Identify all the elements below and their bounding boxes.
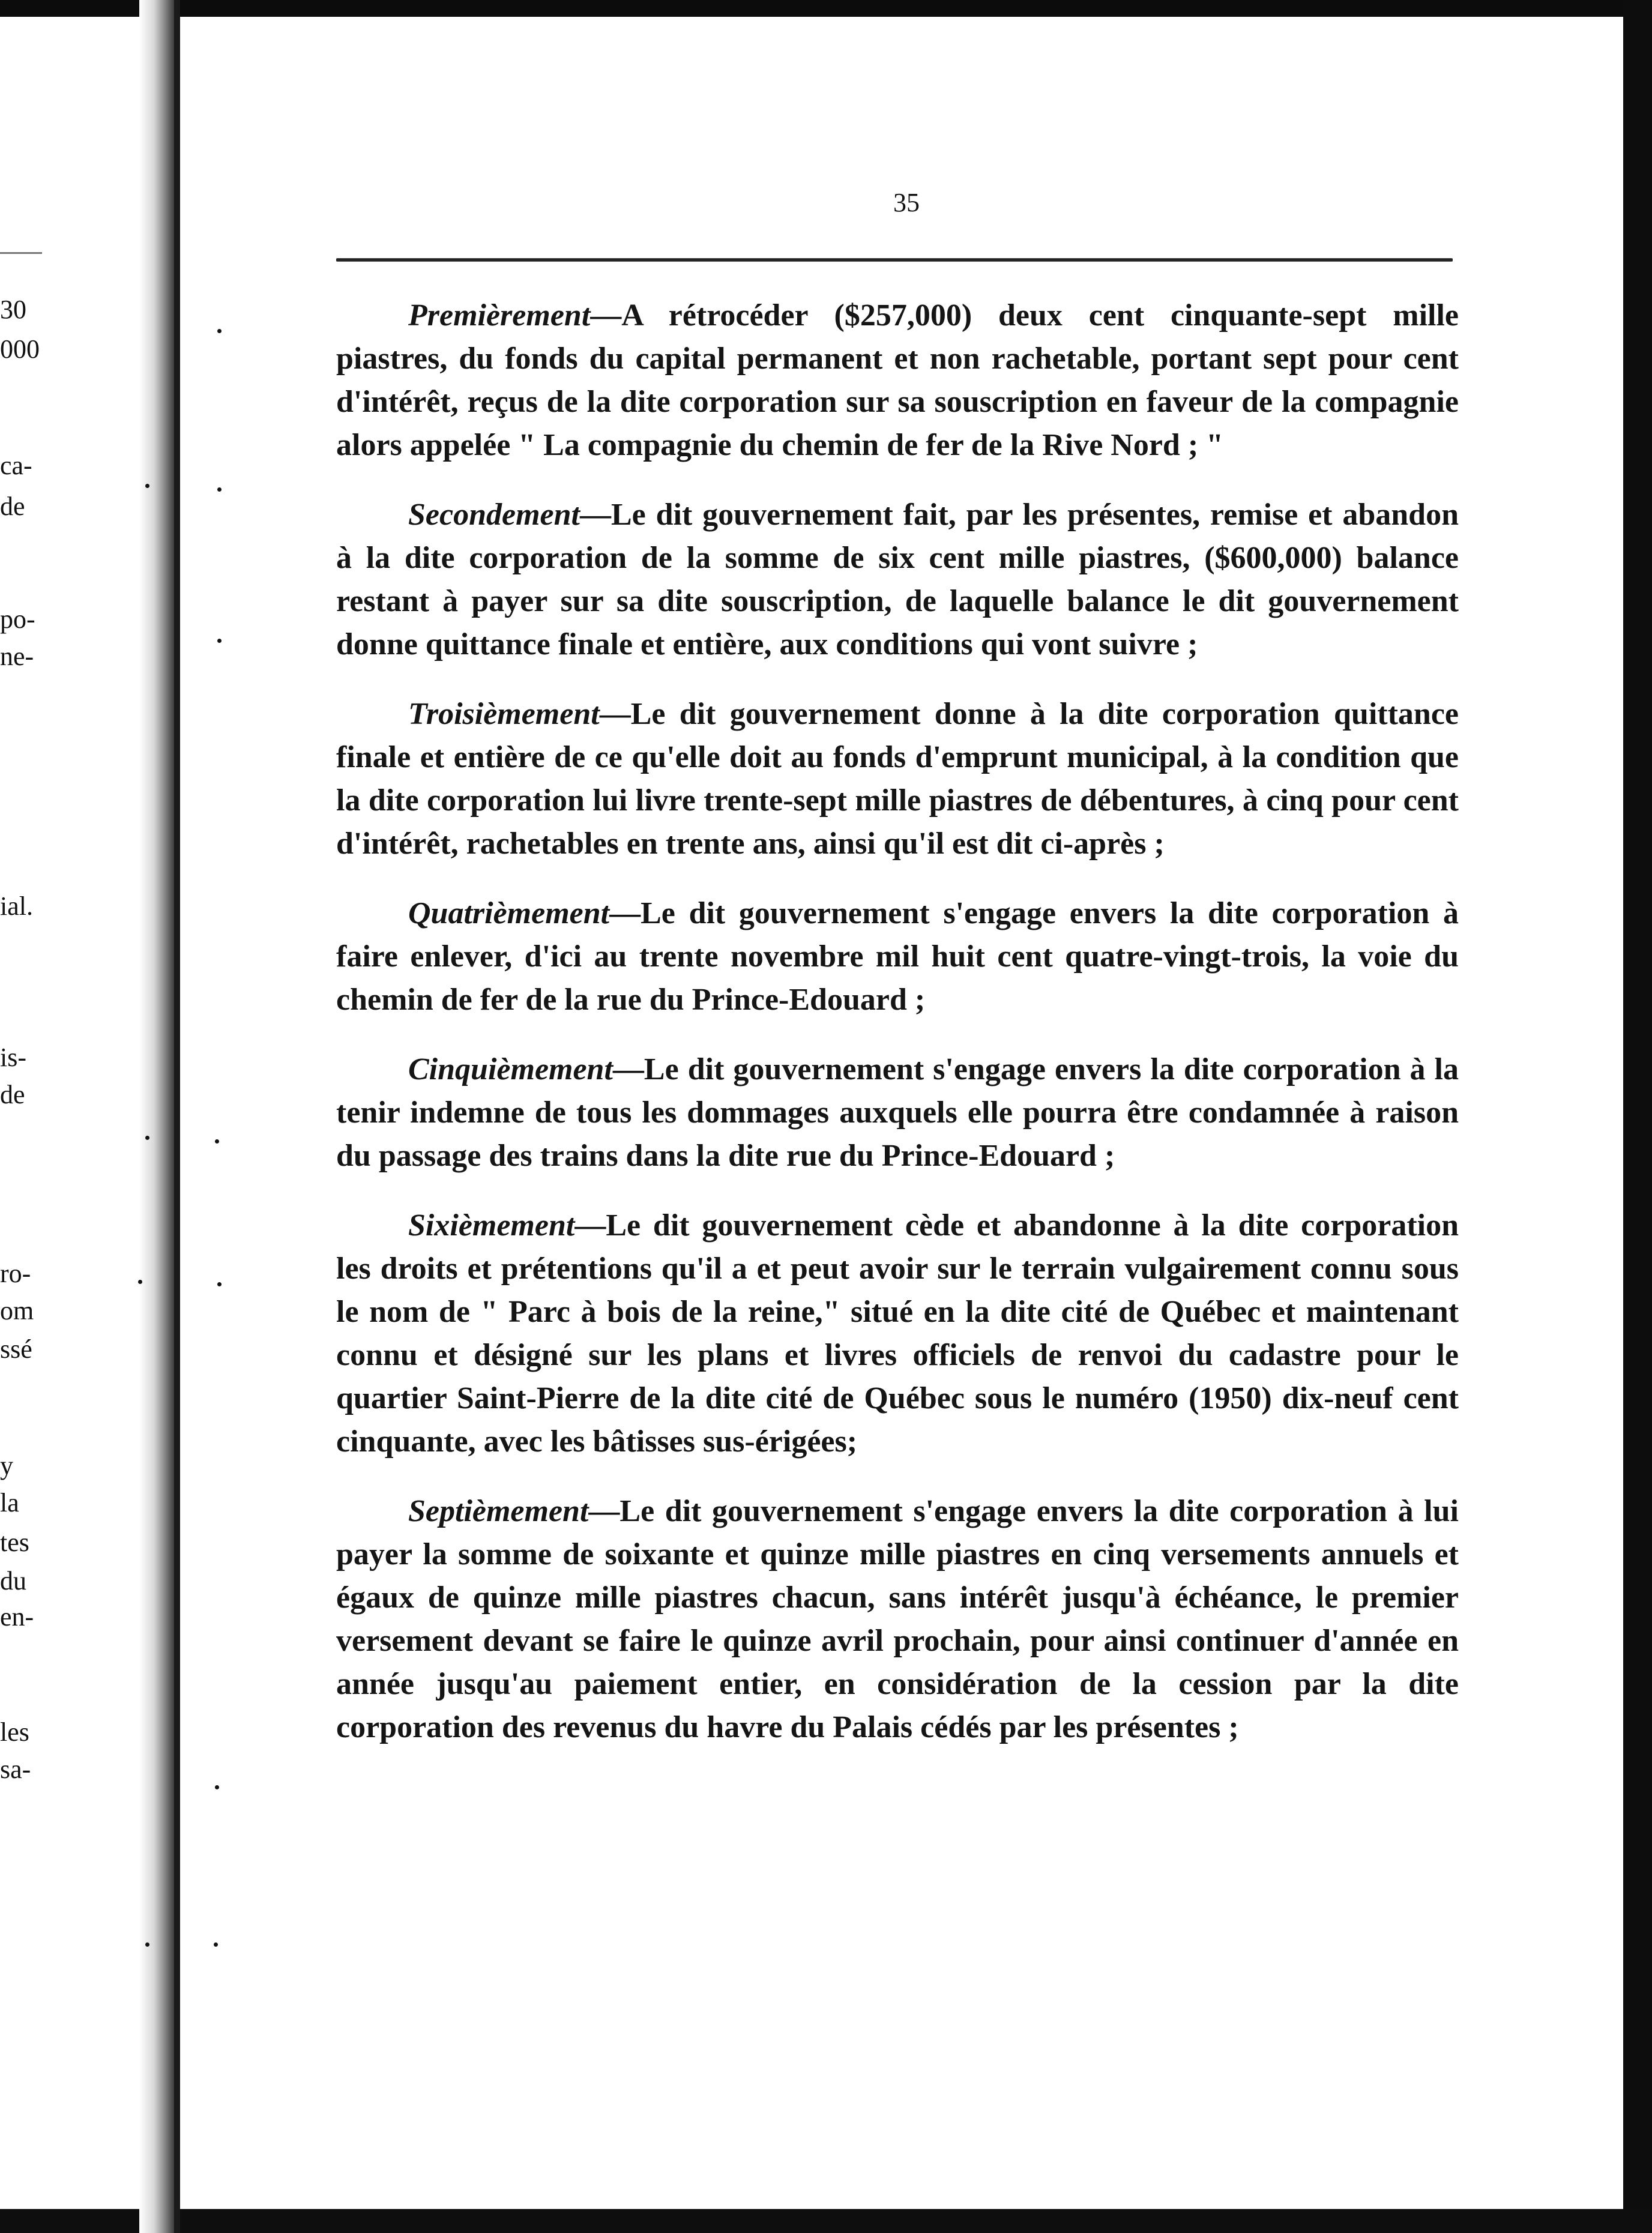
paragraph-septiemement	[336, 1490, 1459, 1749]
previous-page-fragment: du	[0, 1566, 26, 1596]
previous-page-fragment: y	[0, 1451, 13, 1480]
page-number: 35	[893, 188, 920, 217]
previous-page-fragment: 000	[0, 334, 40, 364]
scan-border-bottom	[0, 2209, 1652, 2233]
page-body	[336, 294, 1459, 1776]
paragraph-lead: Troisièmement	[408, 697, 600, 731]
paragraph-lead: Sixièmement	[408, 1208, 575, 1243]
paragraph-cinquiemement	[336, 1048, 1459, 1178]
margin-speck	[215, 1139, 219, 1144]
previous-page-fragment: la	[0, 1488, 19, 1517]
margin-speck	[217, 329, 222, 333]
paragraph-text: —Le dit gouvernement donne à la dite corporation quittance finale et entière de ce qu'elle doit au fonds d'emprunt municipal, à la condition que la dite corporation lui livre trente-sept mille piastres de débentures, à cinq pour cent d'intérêt, rachetables en trente ans, ainsi qu'il est dit ci-après ;	[336, 697, 1459, 861]
paragraph-lead: Secondement	[408, 498, 580, 532]
paragraph-text: —Le dit gouvernement fait, par les présentes, remise et abandon à la dite corporation de la somme de six cent mille piastres, ($600,000) balance restant à payer sur sa dite souscription, de laquelle balance le dit gouvernement donne quittance finale et entière, aux conditions qui vont suivre ;	[336, 498, 1459, 661]
previous-page-fragment: en-	[0, 1602, 34, 1632]
previous-page-fragment: ssé	[0, 1334, 32, 1364]
paragraph-troisiemement	[336, 693, 1459, 866]
previous-page-fragment: sa-	[0, 1755, 31, 1784]
paragraph-lead: Septièmement	[408, 1494, 589, 1528]
scan-border-right	[1623, 0, 1652, 2233]
paragraph-secondement	[336, 493, 1459, 666]
previous-page-fragment: tes	[0, 1528, 29, 1557]
previous-page-fragment: ro-	[0, 1259, 31, 1288]
previous-page-fragment: de	[0, 1080, 25, 1109]
previous-page-fragment: de	[0, 492, 25, 521]
previous-page-fragment: om	[0, 1296, 34, 1325]
previous-page-fragment: les	[0, 1717, 29, 1747]
paragraph-sixiemement	[336, 1204, 1459, 1463]
paragraph-lead: Premièrement	[408, 298, 591, 333]
paragraph-lead: Quatrièmement	[408, 896, 610, 930]
margin-speck	[145, 1136, 149, 1140]
margin-speck	[145, 484, 149, 488]
margin-speck	[215, 1785, 219, 1789]
previous-page-fragment: po-	[0, 604, 35, 634]
scan-border-top	[0, 0, 1652, 17]
page-gutter	[139, 0, 175, 2233]
previous-page-rule	[0, 252, 42, 254]
previous-page-fragment: 30	[0, 295, 26, 324]
margin-speck	[217, 639, 222, 643]
paragraph-quatriemement	[336, 892, 1459, 1022]
previous-page-fragment: is-	[0, 1043, 26, 1072]
paragraph-text: —Le dit gouvernement s'engage envers la dite corporation à la tenir indemne de tous les dommages auxquels elle pourra être condamnée à raison du passage des trains dans la dite rue du Prince-Edouard ;	[336, 1052, 1459, 1173]
header-rule	[336, 258, 1453, 262]
paragraph-text: —A rétrocéder ($257,000) deux cent cinquante-sept mille piastres, du fonds du capital permanent et non rachetable, portant sept pour cent d'intérêt, reçus de la dite corporation sur sa souscription en faveur de la compagnie alors appelée " La compagnie du chemin de fer de la Rive Nord ; "	[336, 298, 1459, 462]
previous-page-fragment: ial.	[0, 891, 33, 921]
margin-speck	[145, 1942, 149, 1947]
paragraph-premierement	[336, 294, 1459, 467]
paragraph-text: —Le dit gouvernement s'engage envers la dite corporation à lui payer la somme de soixante et quinze mille piastres en cinq versements annuels et égaux de quinze mille piastres chacun, sans intérêt jusqu'à échéance, le premier versement devant se faire le quinze avril prochain, pour ainsi continuer d'année en année jusqu'au paiement entier, en considération de la cession par la dite corporation des revenus du havre du Palais cédés par les présentes ;	[336, 1494, 1459, 1744]
paragraph-lead: Cinquièmement	[408, 1052, 613, 1086]
paragraph-text: —Le dit gouvernement s'engage envers la dite corporation à faire enlever, d'ici au trente novembre mil huit cent quatre-vingt-trois, la voie du chemin de fer de la rue du Prince-Edouard ;	[336, 896, 1459, 1017]
margin-speck	[138, 1280, 142, 1284]
previous-page-fragment: ne-	[0, 642, 34, 671]
margin-speck	[214, 1942, 218, 1947]
previous-page-margin	[0, 0, 139, 2233]
paragraph-text: —Le dit gouvernement cède et abandonne à la dite corporation les droits et prétentions qu'il a et peut avoir sur le terrain vulgairement connu sous le nom de " Parc à bois de la reine," situé en la dite cité de Québec et maintenant connu et désigné sur les plans et livres officiels de renvoi du cadastre pour le quartier Saint-Pierre de la dite cité de Québec sous le numéro (1950) dix-neuf cent cinquante, avec les bâtisses sus-érigées;	[336, 1208, 1459, 1459]
previous-page-fragment: ca-	[0, 451, 32, 480]
margin-speck	[217, 1282, 222, 1286]
margin-speck	[217, 487, 222, 492]
page-gutter-line	[174, 0, 180, 2233]
